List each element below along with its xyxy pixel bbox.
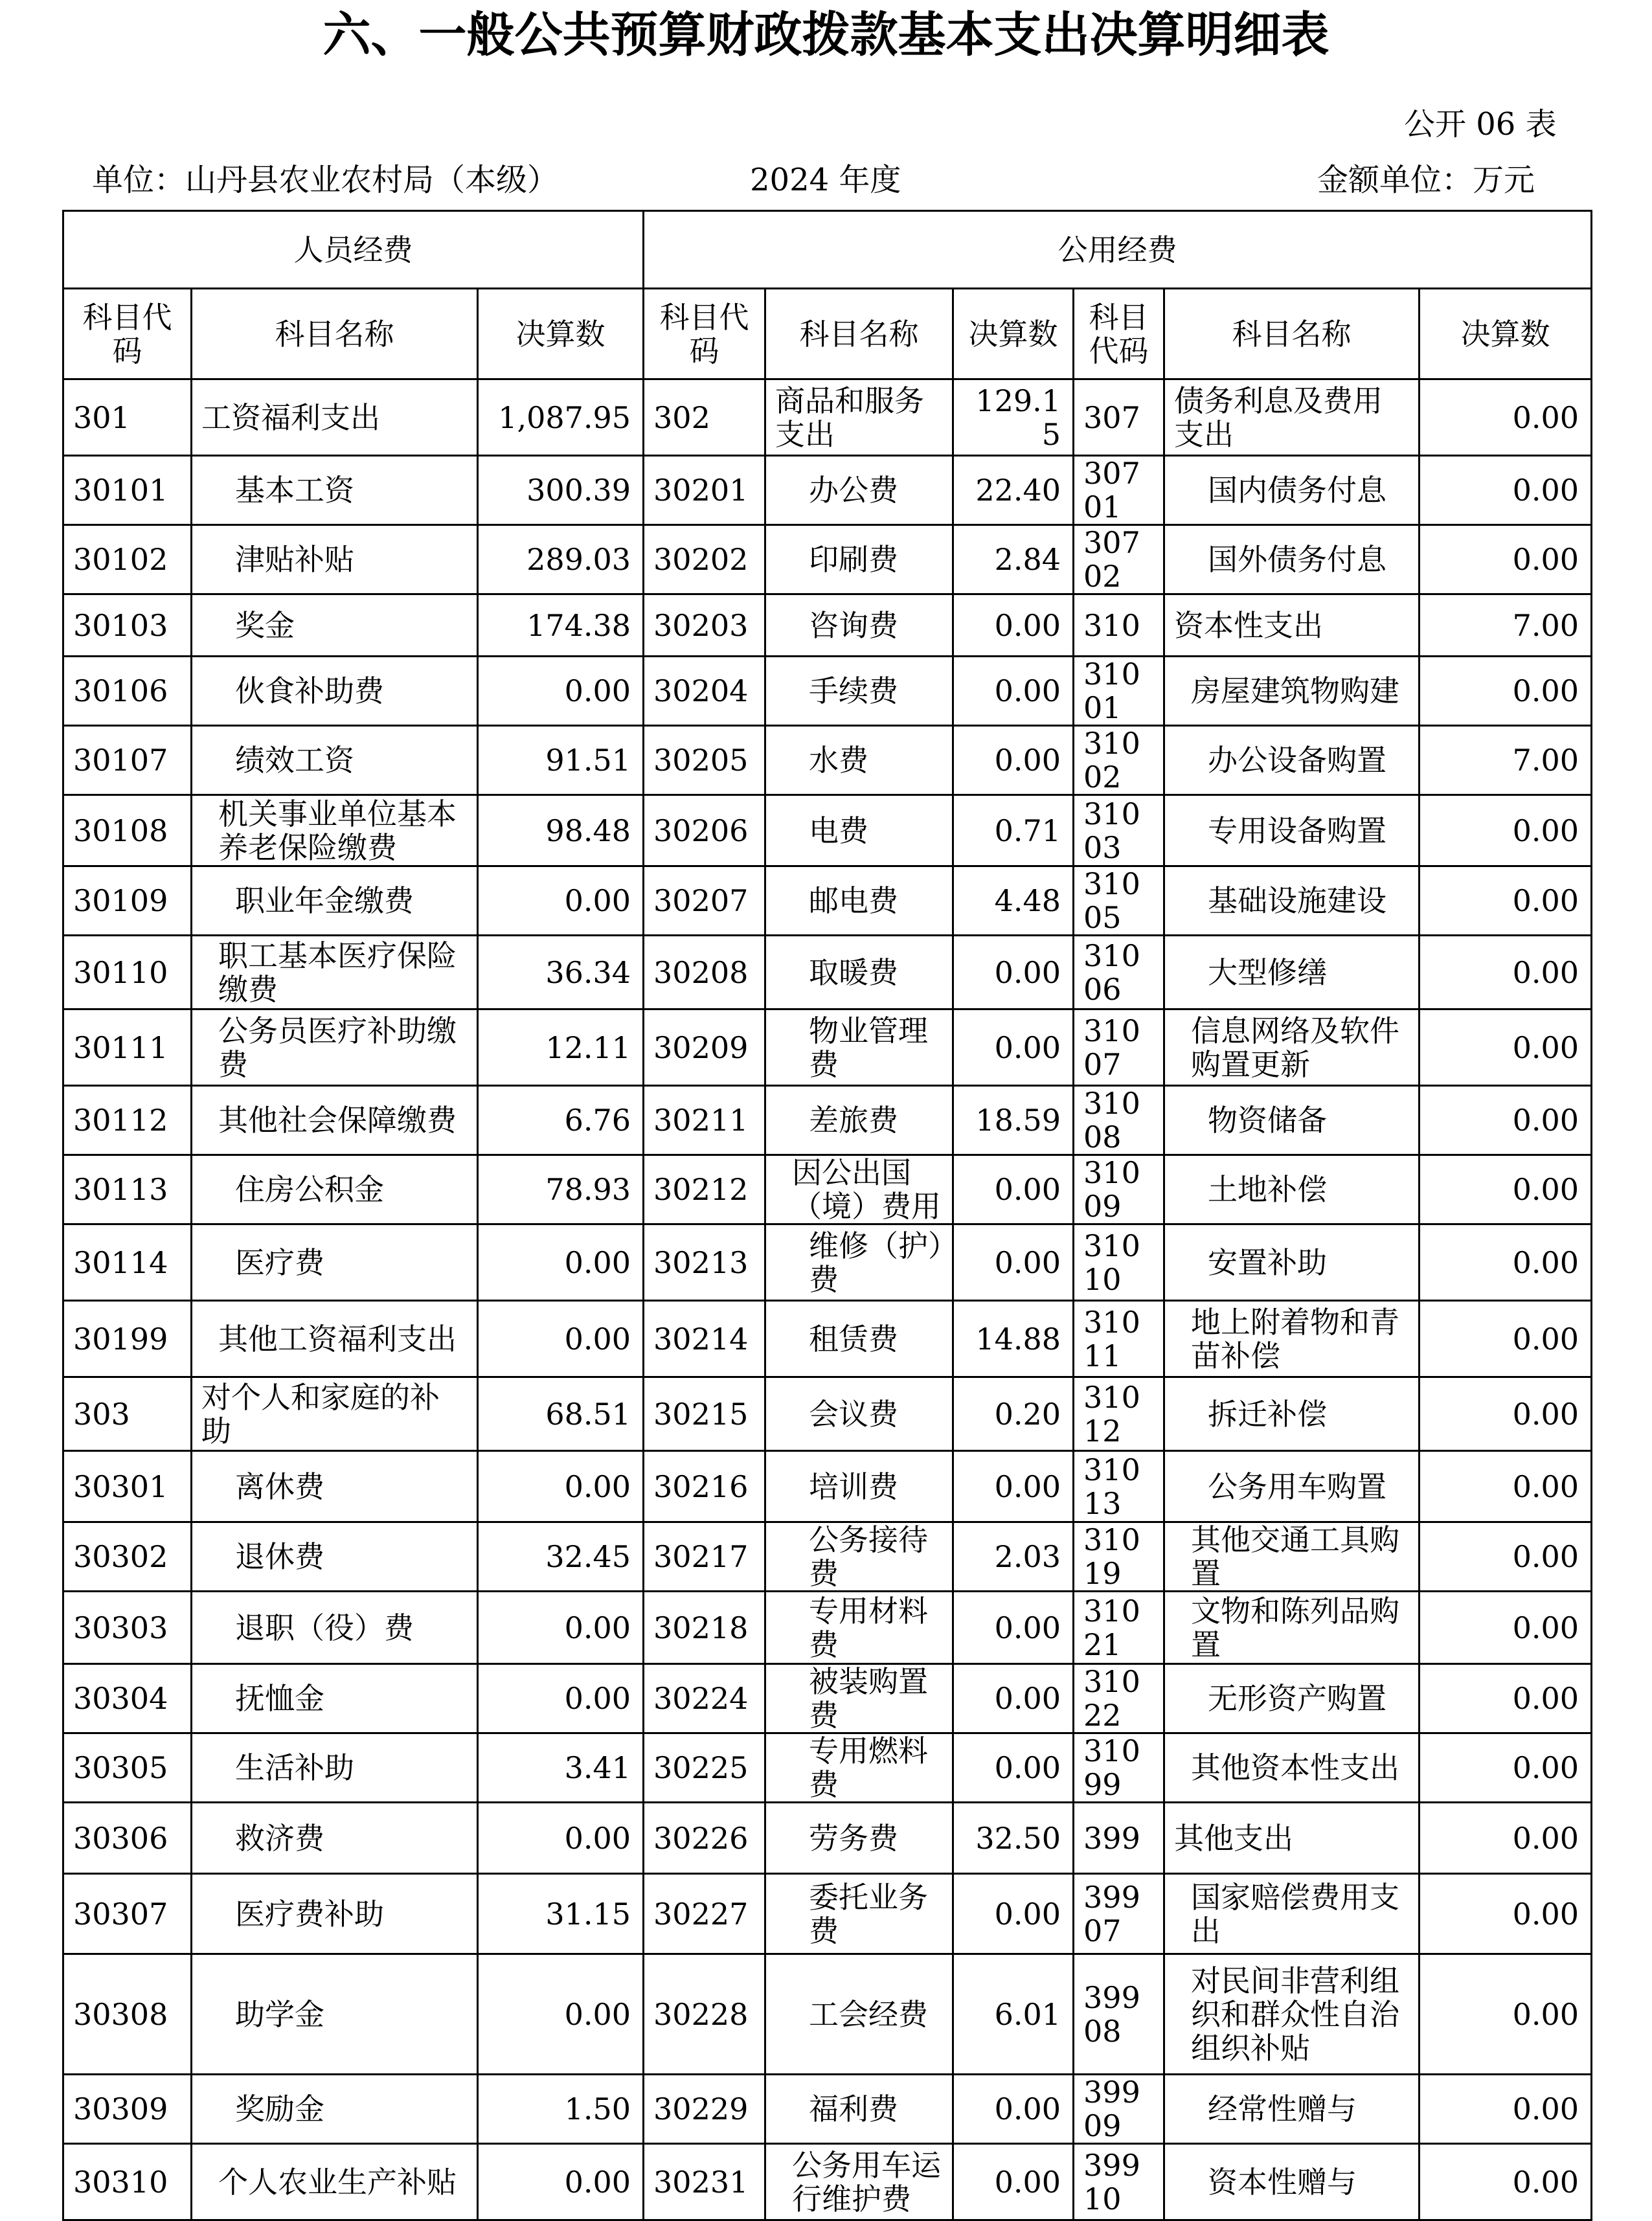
cell-name-3: 对民间非营利组织和群众性自治组织补贴: [1164, 1954, 1420, 2075]
cell-amount-1: 0.00: [478, 1224, 644, 1301]
cell-amount-3: 0.00: [1420, 1954, 1592, 2075]
cell-amount-2: 0.00: [953, 2075, 1074, 2144]
table-row: [63, 1377, 1592, 1451]
cell-amount-2: 32.50: [953, 1803, 1074, 1874]
cell-code-3: 31009: [1074, 1155, 1164, 1224]
cell-amount-2: 0.00: [953, 1592, 1074, 1664]
cell-amount-3: 0.00: [1420, 1451, 1592, 1522]
cell-amount-2: 0.00: [953, 2144, 1074, 2220]
cell-amount-1: 289.03: [478, 525, 644, 594]
cell-name-3: 国家赔偿费用支出: [1164, 1874, 1420, 1954]
cell-code-3: 307: [1074, 379, 1164, 456]
cell-amount-3: 0.00: [1420, 795, 1592, 866]
header-amount: 决算数: [478, 289, 644, 379]
table-row: [63, 2075, 1592, 2144]
cell-name-3: 其他资本性支出: [1164, 1733, 1420, 1803]
cell-name-2: 福利费: [765, 2075, 953, 2144]
cell-amount-2: 2.03: [953, 1522, 1074, 1592]
cell-name-1: 退职（役）费: [192, 1592, 478, 1664]
cell-amount-1: 31.15: [478, 1874, 644, 1954]
cell-code-2: 30214: [644, 1301, 765, 1377]
cell-name-2: 手续费: [765, 657, 953, 726]
cell-amount-3: 0.00: [1420, 657, 1592, 726]
cell-name-3: 文物和陈列品购置: [1164, 1592, 1420, 1664]
cell-code-3: 30702: [1074, 525, 1164, 594]
cell-code-3: 31099: [1074, 1733, 1164, 1803]
header-amount: 决算数: [1420, 289, 1592, 379]
cell-code-3: 31013: [1074, 1451, 1164, 1522]
cell-name-2: 被装购置费: [765, 1664, 953, 1733]
table-row: [63, 936, 1592, 1009]
cell-name-2: 差旅费: [765, 1086, 953, 1155]
cell-code-3: 31011: [1074, 1301, 1164, 1377]
header-code: 科目代码: [1074, 289, 1164, 379]
cell-name-2: 水费: [765, 726, 953, 795]
cell-name-1: 职工基本医疗保险缴费: [192, 936, 478, 1009]
cell-amount-2: 0.20: [953, 1377, 1074, 1451]
cell-name-3: 国外债务付息: [1164, 525, 1420, 594]
header-code: 科目代码: [644, 289, 765, 379]
cell-code-3: 30701: [1074, 456, 1164, 525]
cell-name-2: 公务接待费: [765, 1522, 953, 1592]
cell-name-2: 邮电费: [765, 866, 953, 936]
cell-code-2: 30229: [644, 2075, 765, 2144]
cell-amount-2: 0.71: [953, 795, 1074, 866]
cell-code-2: 30211: [644, 1086, 765, 1155]
amount-unit-label: 金额单位：万元: [1317, 162, 1535, 198]
cell-amount-3: 0.00: [1420, 1803, 1592, 1874]
cell-code-2: 30215: [644, 1377, 765, 1451]
cell-code-1: 30310: [63, 2144, 192, 2220]
cell-name-3: 信息网络及软件购置更新: [1164, 1009, 1420, 1086]
table-row: [63, 1592, 1592, 1664]
cell-name-1: 退休费: [192, 1522, 478, 1592]
cell-amount-1: 78.93: [478, 1155, 644, 1224]
cell-amount-3: 0.00: [1420, 379, 1592, 456]
cell-code-1: 30113: [63, 1155, 192, 1224]
cell-amount-2: 0.00: [953, 1733, 1074, 1803]
cell-code-2: 30202: [644, 525, 765, 594]
cell-amount-3: 0.00: [1420, 1664, 1592, 1733]
table-row: [63, 1155, 1592, 1224]
cell-code-1: 30305: [63, 1733, 192, 1803]
cell-name-1: 职业年金缴费: [192, 866, 478, 936]
cell-name-1: 抚恤金: [192, 1664, 478, 1733]
cell-code-3: 31006: [1074, 936, 1164, 1009]
cell-name-1: 伙食补助费: [192, 657, 478, 726]
cell-amount-3: 0.00: [1420, 1009, 1592, 1086]
cell-name-2: 电费: [765, 795, 953, 866]
cell-name-1: 奖励金: [192, 2075, 478, 2144]
cell-amount-2: 0.00: [953, 1155, 1074, 1224]
cell-name-2: 专用材料费: [765, 1592, 953, 1664]
cell-name-1: 医疗费补助: [192, 1874, 478, 1954]
cell-code-2: 30209: [644, 1009, 765, 1086]
table-row: [63, 1009, 1592, 1086]
cell-amount-1: 0.00: [478, 1451, 644, 1522]
table-number: 公开 06 表: [1404, 106, 1557, 142]
cell-amount-2: 14.88: [953, 1301, 1074, 1377]
table-row: [63, 379, 1592, 456]
table-row: [63, 594, 1592, 657]
cell-name-3: 办公设备购置: [1164, 726, 1420, 795]
cell-amount-1: 3.41: [478, 1733, 644, 1803]
cell-amount-3: 0.00: [1420, 1086, 1592, 1155]
cell-code-2: 30204: [644, 657, 765, 726]
cell-amount-3: 0.00: [1420, 1592, 1592, 1664]
cell-amount-1: 68.51: [478, 1377, 644, 1451]
cell-code-2: 30231: [644, 2144, 765, 2220]
cell-code-2: 30212: [644, 1155, 765, 1224]
cell-name-2: 委托业务费: [765, 1874, 953, 1954]
cell-code-3: 31022: [1074, 1664, 1164, 1733]
cell-amount-2: 18.59: [953, 1086, 1074, 1155]
cell-code-2: 30201: [644, 456, 765, 525]
cell-code-2: 30228: [644, 1954, 765, 2075]
cell-amount-3: 0.00: [1420, 1155, 1592, 1224]
cell-code-3: 310: [1074, 594, 1164, 657]
cell-name-1: 助学金: [192, 1954, 478, 2075]
cell-amount-2: 0.00: [953, 594, 1074, 657]
cell-code-1: 30114: [63, 1224, 192, 1301]
cell-name-1: 机关事业单位基本养老保险缴费: [192, 795, 478, 866]
cell-name-3: 公务用车购置: [1164, 1451, 1420, 1522]
cell-code-3: 31005: [1074, 866, 1164, 936]
cell-amount-1: 0.00: [478, 2144, 644, 2220]
cell-name-2: 培训费: [765, 1451, 953, 1522]
cell-amount-1: 0.00: [478, 866, 644, 936]
cell-name-2: 维修（护）费: [765, 1224, 953, 1301]
cell-code-3: 31019: [1074, 1522, 1164, 1592]
header-name: 科目名称: [1164, 289, 1420, 379]
cell-code-1: 30103: [63, 594, 192, 657]
cell-code-2: 30207: [644, 866, 765, 936]
cell-amount-2: 6.01: [953, 1954, 1074, 2075]
cell-code-2: 30218: [644, 1592, 765, 1664]
cell-code-1: 30302: [63, 1522, 192, 1592]
cell-amount-3: 0.00: [1420, 1301, 1592, 1377]
cell-name-1: 对个人和家庭的补助: [192, 1377, 478, 1451]
cell-name-3: 大型修缮: [1164, 936, 1420, 1009]
cell-code-1: 30303: [63, 1592, 192, 1664]
table-row: [63, 866, 1592, 936]
cell-code-2: 30213: [644, 1224, 765, 1301]
table-row: [63, 1224, 1592, 1301]
section-public: 公用经费: [644, 211, 1592, 289]
cell-amount-2: 4.48: [953, 866, 1074, 936]
cell-amount-1: 98.48: [478, 795, 644, 866]
cell-amount-2: 0.00: [953, 936, 1074, 1009]
cell-code-1: 30101: [63, 456, 192, 525]
cell-amount-3: 0.00: [1420, 525, 1592, 594]
cell-amount-3: 0.00: [1420, 1224, 1592, 1301]
cell-name-3: 国内债务付息: [1164, 456, 1420, 525]
table-row: [63, 795, 1592, 866]
cell-name-2: 会议费: [765, 1377, 953, 1451]
cell-name-1: 工资福利支出: [192, 379, 478, 456]
cell-name-3: 拆迁补偿: [1164, 1377, 1420, 1451]
cell-code-1: 30111: [63, 1009, 192, 1086]
cell-code-1: 30110: [63, 936, 192, 1009]
cell-code-2: 30208: [644, 936, 765, 1009]
cell-code-3: 39908: [1074, 1954, 1164, 2075]
cell-code-2: 30206: [644, 795, 765, 866]
cell-amount-3: 7.00: [1420, 726, 1592, 795]
cell-name-3: 债务利息及费用支出: [1164, 379, 1420, 456]
cell-code-3: 31002: [1074, 726, 1164, 795]
cell-name-1: 津贴补贴: [192, 525, 478, 594]
cell-code-2: 30226: [644, 1803, 765, 1874]
cell-code-1: 301: [63, 379, 192, 456]
cell-amount-1: 0.00: [478, 1301, 644, 1377]
cell-amount-1: 0.00: [478, 1954, 644, 2075]
cell-code-3: 39907: [1074, 1874, 1164, 1954]
table-row: [63, 1086, 1592, 1155]
cell-amount-2: 0.00: [953, 1009, 1074, 1086]
cell-code-3: 31012: [1074, 1377, 1164, 1451]
cell-code-1: 30309: [63, 2075, 192, 2144]
cell-amount-1: 300.39: [478, 456, 644, 525]
cell-amount-1: 1.50: [478, 2075, 644, 2144]
cell-name-2: 印刷费: [765, 525, 953, 594]
cell-code-2: 30205: [644, 726, 765, 795]
table-body: [63, 211, 1592, 2220]
cell-code-2: 30217: [644, 1522, 765, 1592]
table-row: [63, 2144, 1592, 2220]
cell-code-2: 30216: [644, 1451, 765, 1522]
cell-name-3: 物资储备: [1164, 1086, 1420, 1155]
cell-code-3: 31010: [1074, 1224, 1164, 1301]
cell-code-1: 30308: [63, 1954, 192, 2075]
cell-amount-3: 0.00: [1420, 456, 1592, 525]
cell-name-2: 咨询费: [765, 594, 953, 657]
cell-code-2: 30203: [644, 594, 765, 657]
cell-amount-1: 32.45: [478, 1522, 644, 1592]
table-row: [63, 1301, 1592, 1377]
cell-name-3: 专用设备购置: [1164, 795, 1420, 866]
table-row: [63, 726, 1592, 795]
cell-code-1: 30106: [63, 657, 192, 726]
cell-name-3: 资本性支出: [1164, 594, 1420, 657]
cell-name-1: 其他社会保障缴费: [192, 1086, 478, 1155]
cell-amount-2: 129.15: [953, 379, 1074, 456]
header-name: 科目名称: [192, 289, 478, 379]
cell-amount-1: 36.34: [478, 936, 644, 1009]
cell-amount-2: 2.84: [953, 525, 1074, 594]
table-row: [63, 456, 1592, 525]
cell-amount-2: 0.00: [953, 1451, 1074, 1522]
cell-amount-3: 0.00: [1420, 2144, 1592, 2220]
cell-code-3: 39909: [1074, 2075, 1164, 2144]
table-row: [63, 525, 1592, 594]
cell-name-3: 房屋建筑物购建: [1164, 657, 1420, 726]
cell-code-3: 31021: [1074, 1592, 1164, 1664]
cell-amount-1: 1,087.95: [478, 379, 644, 456]
header-amount: 决算数: [953, 289, 1074, 379]
cell-name-1: 奖金: [192, 594, 478, 657]
cell-code-1: 303: [63, 1377, 192, 1451]
cell-amount-1: 0.00: [478, 657, 644, 726]
cell-amount-2: 0.00: [953, 1664, 1074, 1733]
cell-amount-2: 0.00: [953, 1874, 1074, 1954]
page-title: 六、一般公共预算财政拨款基本支出决算明细表: [322, 7, 1330, 63]
cell-amount-3: 0.00: [1420, 866, 1592, 936]
cell-name-3: 土地补偿: [1164, 1155, 1420, 1224]
cell-code-2: 302: [644, 379, 765, 456]
cell-name-2: 办公费: [765, 456, 953, 525]
cell-amount-2: 0.00: [953, 726, 1074, 795]
cell-name-2: 专用燃料费: [765, 1733, 953, 1803]
cell-code-3: 399: [1074, 1803, 1164, 1874]
cell-code-2: 30225: [644, 1733, 765, 1803]
cell-amount-2: 0.00: [953, 657, 1074, 726]
cell-name-1: 住房公积金: [192, 1155, 478, 1224]
year-label: 2024 年度: [750, 162, 901, 198]
cell-code-3: 31008: [1074, 1086, 1164, 1155]
cell-amount-1: 12.11: [478, 1009, 644, 1086]
cell-name-1: 公务员医疗补助缴费: [192, 1009, 478, 1086]
cell-name-2: 取暖费: [765, 936, 953, 1009]
cell-amount-3: 0.00: [1420, 1874, 1592, 1954]
table-row: [63, 1451, 1592, 1522]
cell-amount-1: 0.00: [478, 1592, 644, 1664]
cell-code-3: 31003: [1074, 795, 1164, 866]
cell-name-2: 商品和服务支出: [765, 379, 953, 456]
cell-amount-3: 0.00: [1420, 1522, 1592, 1592]
table-row: [63, 1733, 1592, 1803]
unit-label: 单位：山丹县农业农村局（本级）: [92, 162, 559, 198]
expenditure-detail-table: [62, 210, 1592, 2221]
cell-name-2: 劳务费: [765, 1803, 953, 1874]
cell-name-2: 租赁费: [765, 1301, 953, 1377]
cell-code-1: 30307: [63, 1874, 192, 1954]
cell-code-1: 30304: [63, 1664, 192, 1733]
cell-code-1: 30199: [63, 1301, 192, 1377]
cell-name-3: 其他交通工具购置: [1164, 1522, 1420, 1592]
cell-name-1: 医疗费: [192, 1224, 478, 1301]
cell-name-1: 绩效工资: [192, 726, 478, 795]
table-row: [63, 1664, 1592, 1733]
cell-amount-2: 0.00: [953, 1224, 1074, 1301]
header-code: 科目代码: [63, 289, 192, 379]
cell-name-1: 离休费: [192, 1451, 478, 1522]
cell-name-3: 经常性赠与: [1164, 2075, 1420, 2144]
cell-name-2: 工会经费: [765, 1954, 953, 2075]
cell-name-3: 基础设施建设: [1164, 866, 1420, 936]
section-header-row: [63, 211, 1592, 289]
cell-amount-3: 0.00: [1420, 1733, 1592, 1803]
cell-name-1: 其他工资福利支出: [192, 1301, 478, 1377]
cell-amount-3: 0.00: [1420, 936, 1592, 1009]
cell-amount-1: 174.38: [478, 594, 644, 657]
table-row: [63, 1803, 1592, 1874]
table-row: [63, 1954, 1592, 2075]
table-row: [63, 657, 1592, 726]
cell-name-3: 地上附着物和青苗补偿: [1164, 1301, 1420, 1377]
cell-code-3: 31007: [1074, 1009, 1164, 1086]
cell-code-1: 30306: [63, 1803, 192, 1874]
cell-amount-1: 0.00: [478, 1803, 644, 1874]
cell-code-1: 30301: [63, 1451, 192, 1522]
cell-code-1: 30109: [63, 866, 192, 936]
column-header-row: [63, 289, 1592, 379]
cell-code-3: 31001: [1074, 657, 1164, 726]
cell-name-3: 安置补助: [1164, 1224, 1420, 1301]
section-personnel: 人员经费: [63, 211, 644, 289]
cell-name-1: 个人农业生产补贴: [192, 2144, 478, 2220]
cell-amount-1: 6.76: [478, 1086, 644, 1155]
cell-name-2: 公务用车运行维护费: [765, 2144, 953, 2220]
cell-amount-3: 7.00: [1420, 594, 1592, 657]
cell-name-1: 救济费: [192, 1803, 478, 1874]
cell-amount-2: 22.40: [953, 456, 1074, 525]
cell-name-3: 无形资产购置: [1164, 1664, 1420, 1733]
cell-code-1: 30112: [63, 1086, 192, 1155]
cell-amount-3: 0.00: [1420, 2075, 1592, 2144]
cell-name-2: 因公出国（境）费用: [765, 1155, 953, 1224]
cell-amount-1: 0.00: [478, 1664, 644, 1733]
table-row: [63, 1874, 1592, 1954]
cell-name-3: 其他支出: [1164, 1803, 1420, 1874]
table-row: [63, 1522, 1592, 1592]
cell-amount-1: 91.51: [478, 726, 644, 795]
cell-name-2: 物业管理费: [765, 1009, 953, 1086]
cell-code-1: 30102: [63, 525, 192, 594]
cell-code-1: 30107: [63, 726, 192, 795]
cell-name-1: 基本工资: [192, 456, 478, 525]
cell-name-3: 资本性赠与: [1164, 2144, 1420, 2220]
cell-code-2: 30224: [644, 1664, 765, 1733]
header-name: 科目名称: [765, 289, 953, 379]
cell-code-1: 30108: [63, 795, 192, 866]
cell-code-2: 30227: [644, 1874, 765, 1954]
cell-amount-3: 0.00: [1420, 1377, 1592, 1451]
cell-code-3: 39910: [1074, 2144, 1164, 2220]
cell-name-1: 生活补助: [192, 1733, 478, 1803]
